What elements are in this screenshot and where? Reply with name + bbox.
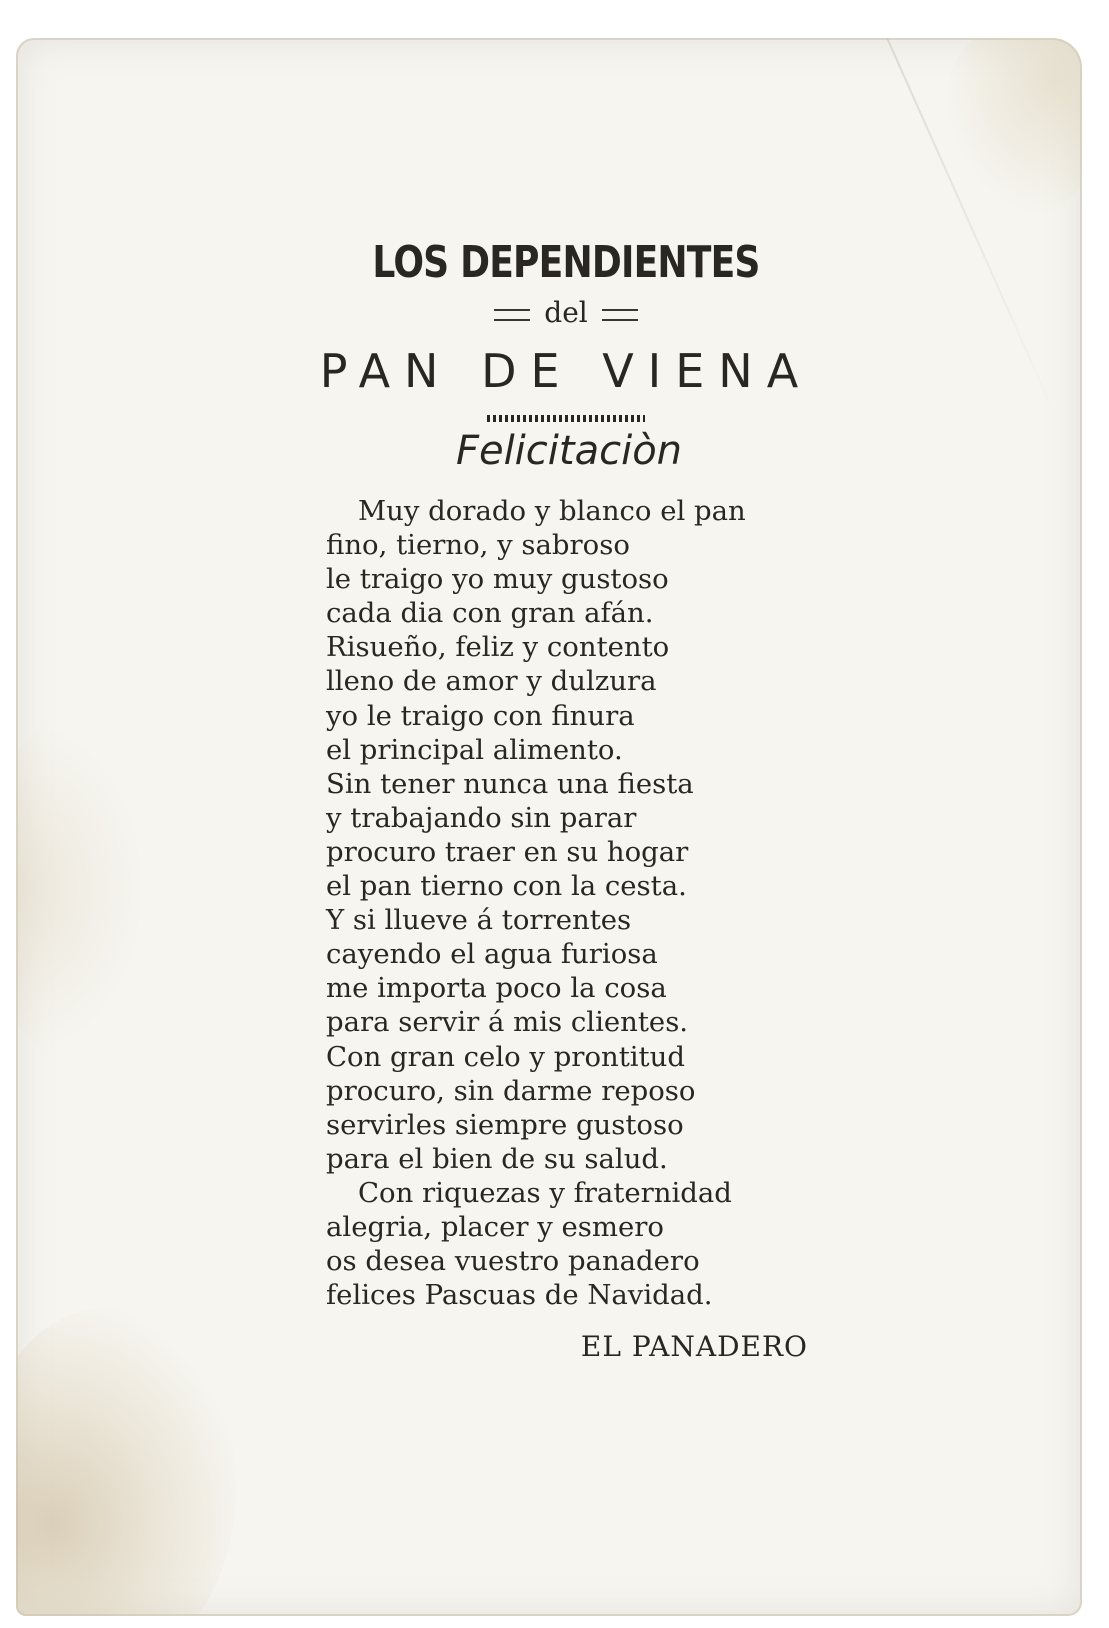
poem-line: el pan tierno con la cesta.	[326, 870, 687, 903]
poem-line: alegria, placer y esmero	[326, 1210, 664, 1243]
signature: EL PANADERO	[580, 1330, 808, 1364]
poem-line: procuro, sin darme reposo	[326, 1074, 696, 1107]
card-content	[306, 233, 826, 1363]
subtitle: Felicitaciòn	[455, 428, 683, 474]
double-rule-left	[494, 309, 530, 321]
poem-line: le traigo yo muy gustoso	[326, 563, 669, 596]
paper-stain	[942, 38, 1082, 218]
poem-line: Muy dorado y blanco el pan	[358, 495, 746, 527]
poem-line: me importa poco la cosa	[326, 972, 667, 1005]
header-del: del	[544, 296, 588, 329]
poem-line: para el bien de su salud.	[326, 1142, 668, 1175]
poem-line: procuro traer en su hogar	[326, 835, 689, 868]
header-line-3: PAN DE VIENA	[319, 344, 813, 398]
greeting-card	[16, 38, 1082, 1616]
poem-line: y trabajando sin parar	[326, 801, 637, 834]
poem-line: yo le traigo con finura	[326, 699, 635, 732]
poem-line: felices Pascuas de Navidad.	[326, 1279, 713, 1312]
poem-line: cayendo el agua furiosa	[326, 938, 658, 971]
poem-line: Y si llueve á torrentes	[326, 904, 632, 937]
poem-line: Con gran celo y prontitud	[326, 1040, 685, 1073]
poem-line: servirles siempre gustoso	[326, 1108, 684, 1141]
poem-line: Risueño, feliz y contento	[326, 631, 670, 664]
double-rule-right	[602, 309, 638, 321]
poem-line: fino, tierno, y sabroso	[326, 529, 630, 562]
paper-stain	[16, 718, 146, 1058]
header-line-1: LOS DEPENDIENTES	[372, 237, 760, 288]
poem-line: Sin tener nunca una fiesta	[326, 767, 694, 800]
paper-stain	[16, 1308, 236, 1616]
poem	[306, 494, 826, 1312]
ornamental-rule	[487, 415, 645, 422]
poem-line: para servir á mis clientes.	[326, 1006, 689, 1039]
poem-line: os desea vuestro panadero	[326, 1245, 700, 1278]
poem-line: lleno de amor y dulzura	[326, 665, 657, 698]
header-line-2	[306, 293, 826, 333]
poem-line: cada dia con gran afán.	[326, 597, 654, 630]
poem-line: Con riquezas y fraternidad	[358, 1176, 732, 1209]
poem-line: el principal alimento.	[326, 733, 623, 766]
